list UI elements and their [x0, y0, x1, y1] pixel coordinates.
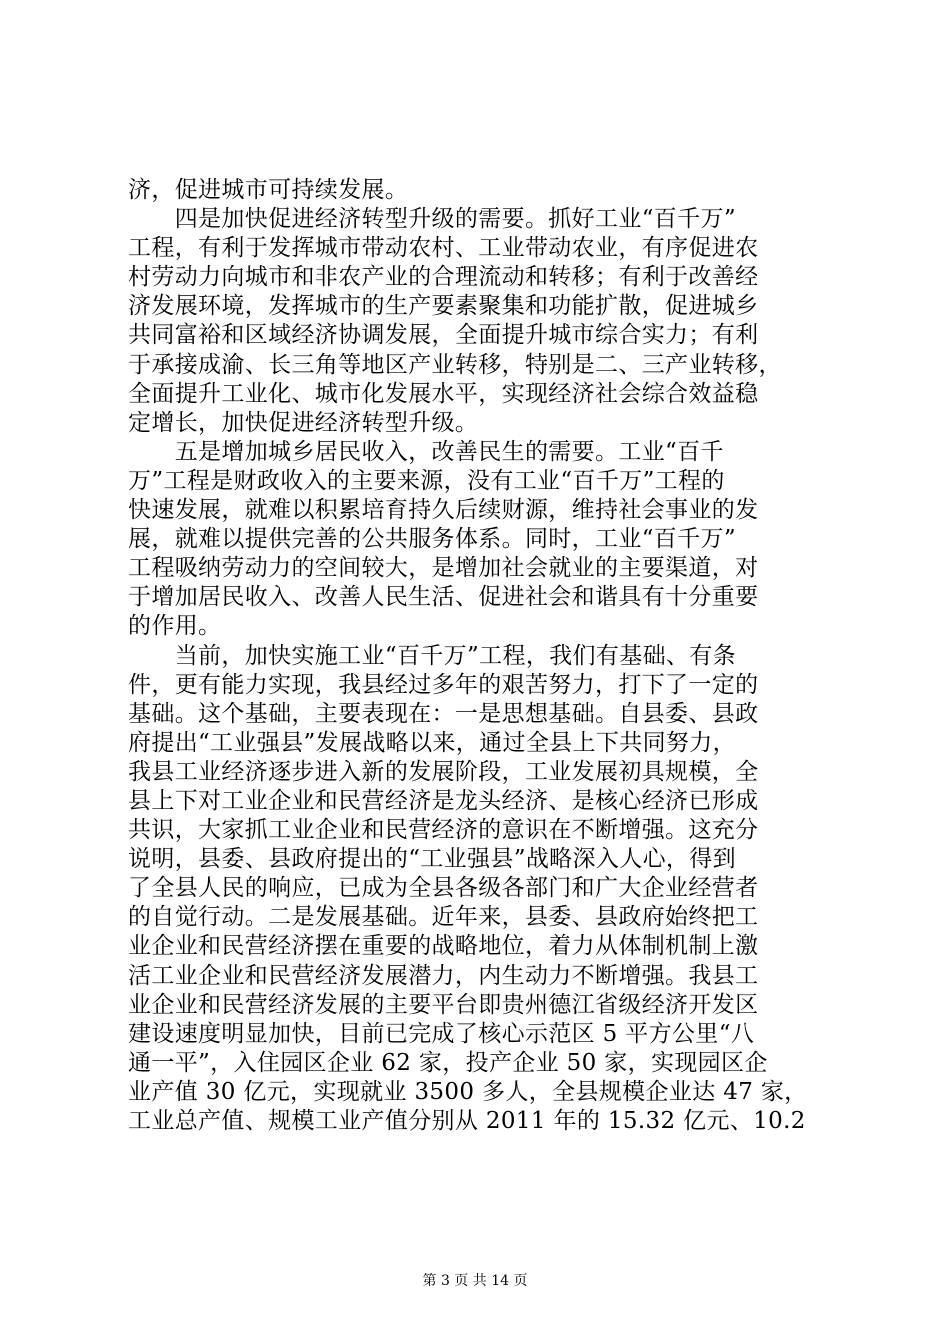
text-line: 于增加居民收入、改善人民生活、促进社会和谐具有十分重要 [128, 584, 759, 611]
text-line: 工程，有利于发挥城市带动农村、工业带动农业，有序促进农 [128, 235, 759, 262]
text-line: 快速发展，就难以积累培育持久后续财源，维持社会事业的发 [128, 497, 759, 524]
text-line: 共识，大家抓工业企业和民营经济的意识在不断增强。这充分 [128, 817, 759, 844]
text-line: 业企业和民营经济摆在重要的战略地位，着力从体制机制上激 [128, 933, 759, 960]
text-line: 展，就难以提供完善的公共服务体系。同时，工业“百千万” [128, 526, 736, 553]
text-line: 活工业企业和民营经济发展潜力，内生动力不断增强。我县工 [128, 962, 759, 989]
text-line: 的自觉行动。二是发展基础。近年来，县委、县政府始终把工 [128, 904, 759, 931]
text-line: 业产值 30 亿元，实现就业 3500 多人，全县规模企业达 47 家， [128, 1078, 808, 1105]
text-line: 当前，加快实施工业“百千万”工程，我们有基础、有条 [128, 642, 736, 669]
text-line: 全面提升工业化、城市化发展水平，实现经济社会综合效益稳 [128, 380, 759, 407]
text-line: 基础。这个基础，主要表现在：一是思想基础。自县委、县政 [128, 700, 759, 727]
text-line: 县上下对工业企业和民营经济是龙头经济、是核心经济已形成 [128, 787, 759, 814]
text-line: 定增长，加快促进经济转型升级。 [128, 409, 479, 436]
page-number-label: 第 3 页 共 14 页 [422, 1273, 528, 1289]
text-line: 了全县人民的响应，已成为全县各级各部门和广大企业经营者 [128, 875, 759, 902]
page-footer [0, 1272, 950, 1290]
text-line: 件，更有能力实现，我县经过多年的艰苦努力，打下了一定的 [128, 671, 759, 698]
text-line: 府提出“工业强县”发展战略以来，通过全县上下共同努力， [128, 729, 736, 756]
text-line: 万”工程是财政收入的主要来源，没有工业“百千万”工程的 [128, 467, 725, 494]
text-line: 的作用。 [128, 613, 222, 640]
text-line: 通一平”，入住园区企业 62 家，投产企业 50 家，实现园区企 [128, 1049, 768, 1076]
text-line: 工业总产值、规模工业产值分别从 2011 年的 15.32 亿元、10.2 [128, 1108, 806, 1134]
text-line: 于承接成渝、长三角等地区产业转移，特别是二、三产业转移， [128, 351, 782, 378]
text-line: 共同富裕和区域经济协调发展，全面提升城市综合实力；有利 [128, 322, 759, 349]
text-line: 说明，县委、县政府提出的“工业强县”战略深入人心，得到 [128, 846, 736, 873]
text-line: 业企业和民营经济发展的主要平台即贵州德江省级经济开发区 [128, 991, 759, 1018]
text-line: 建设速度明显加快，目前已完成了核心示范区 5 平方公里“八 [128, 1020, 755, 1047]
text-line: 村劳动力向城市和非农产业的合理流动和转移；有利于改善经 [128, 264, 759, 291]
text-line: 济，促进城市可持续发展。 [128, 177, 409, 203]
text-line: 五是增加城乡居民收入，改善民生的需要。工业“百千 [128, 438, 724, 465]
text-line: 济发展环境，发挥城市的生产要素聚集和功能扩散，促进城乡 [128, 293, 759, 320]
text-line: 工程吸纳劳动力的空间较大，是增加社会就业的主要渠道，对 [128, 555, 759, 582]
text-line: 我县工业经济逐步进入新的发展阶段，工业发展初具规模，全 [128, 758, 759, 785]
document-body [128, 176, 838, 1136]
text-line: 四是加快促进经济转型升级的需要。抓好工业“百千万” [128, 206, 736, 233]
